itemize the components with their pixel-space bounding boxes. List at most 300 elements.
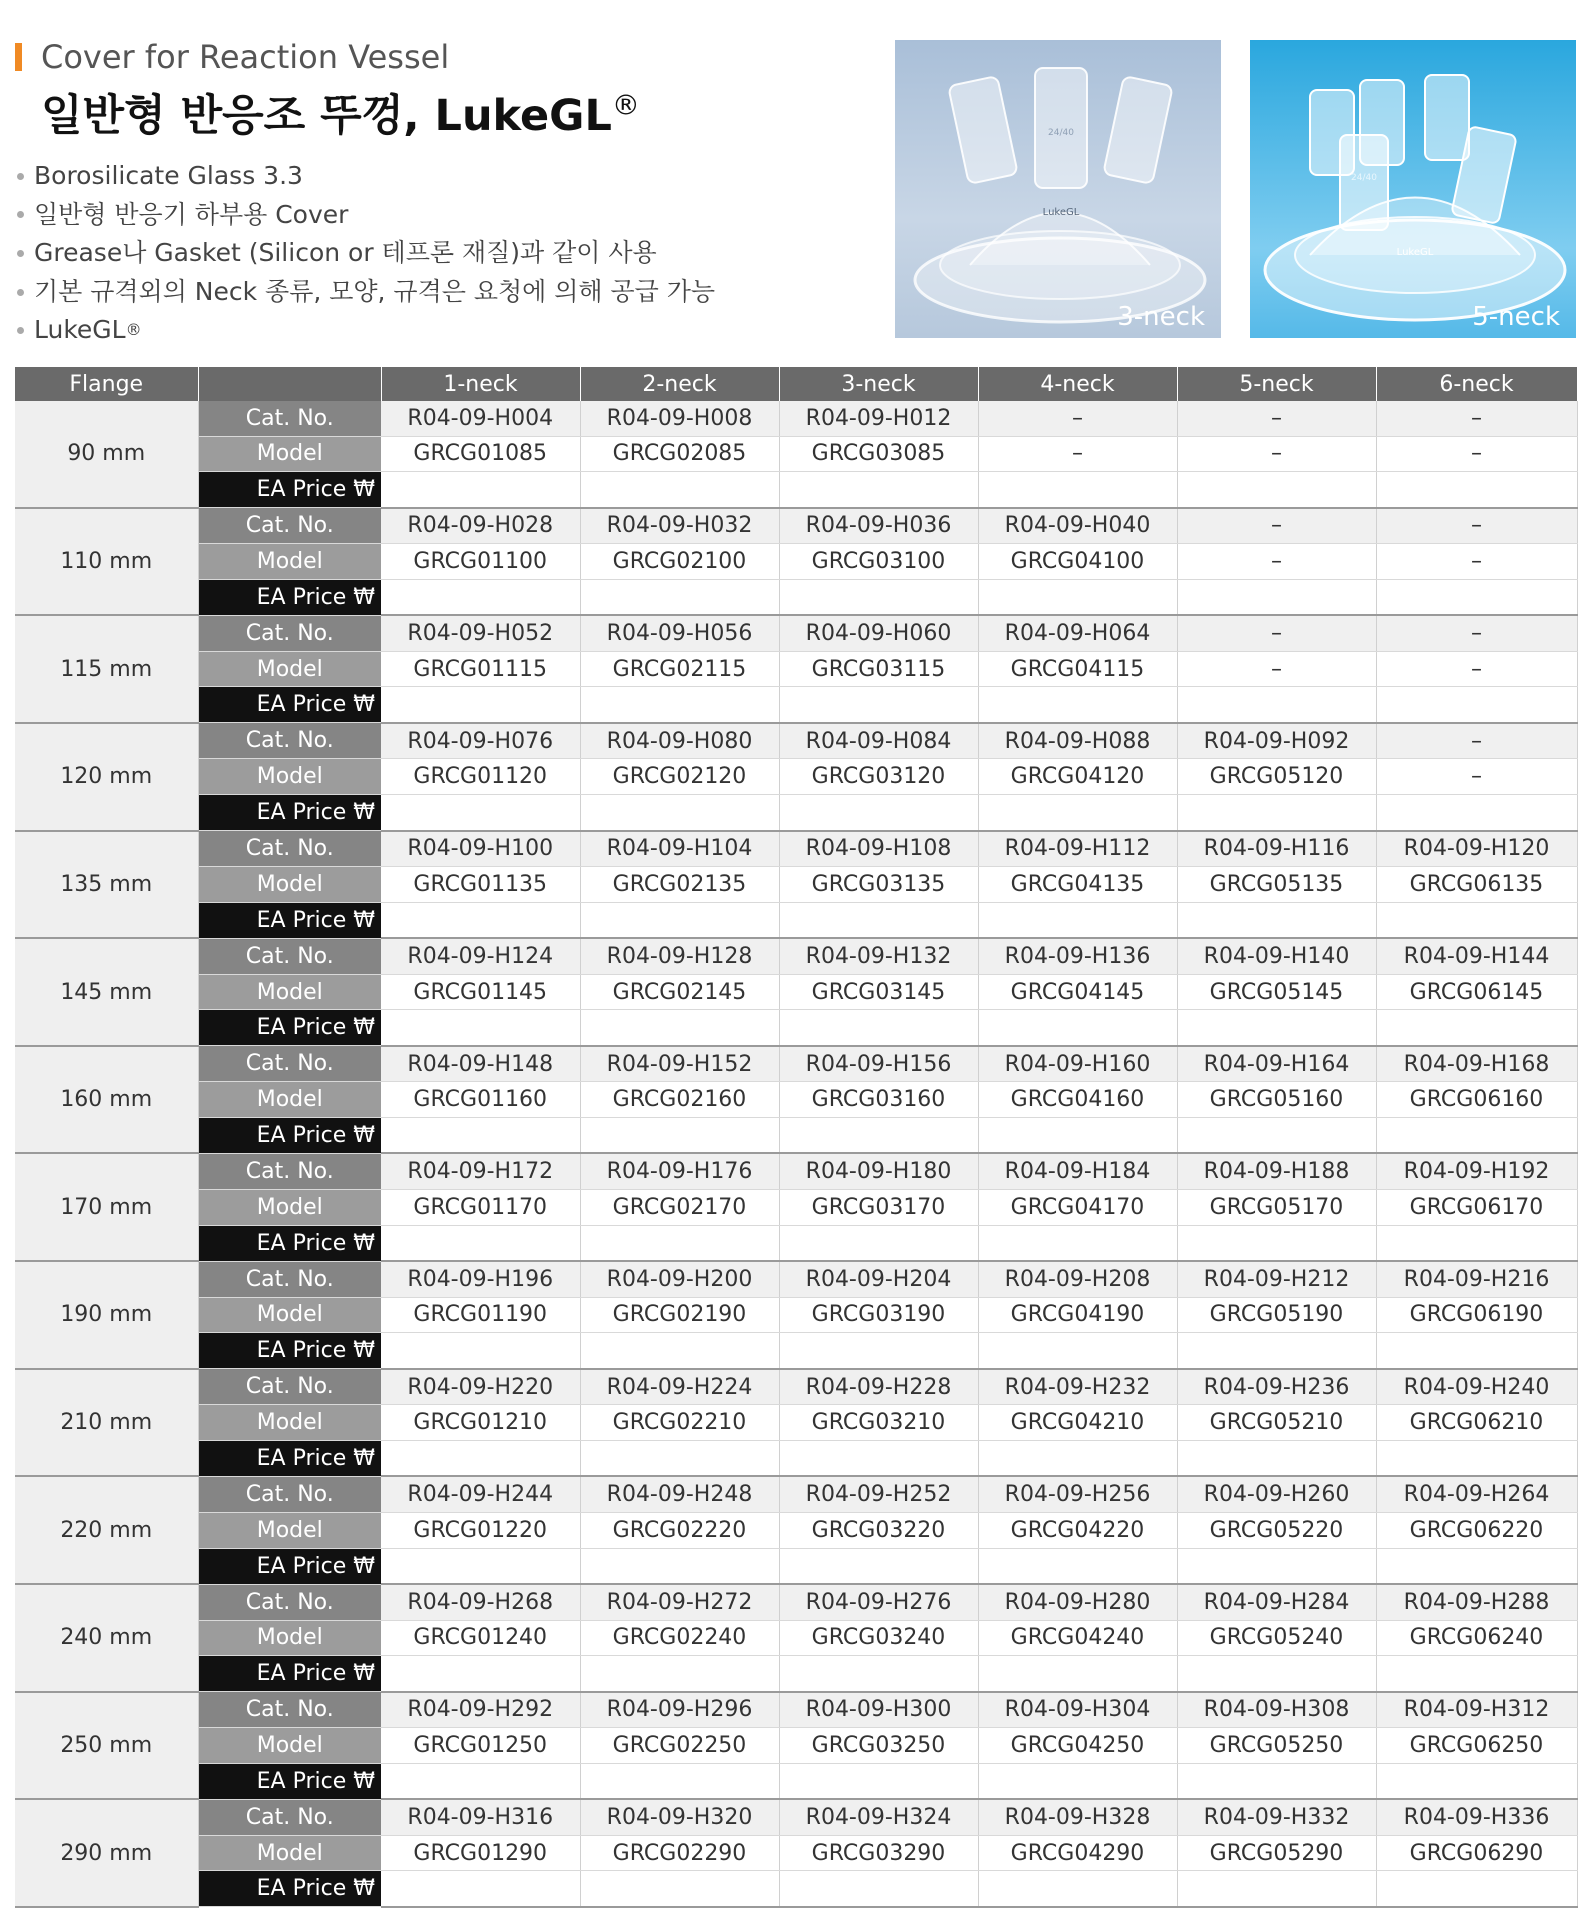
cat-no-cell: R04-09-H276: [779, 1584, 978, 1620]
price-label: EA Price ₩: [198, 1440, 381, 1476]
price-cell: [580, 1440, 779, 1476]
model-cell: GRCG03145: [779, 974, 978, 1010]
model-cell: GRCG03210: [779, 1405, 978, 1441]
price-cell: [580, 1225, 779, 1261]
cat-no-cell: R04-09-H268: [381, 1584, 580, 1620]
model-cell: GRCG03290: [779, 1835, 978, 1871]
model-label: Model: [198, 974, 381, 1010]
cat-no-cell: R04-09-H032: [580, 508, 779, 544]
price-cell: [381, 902, 580, 938]
table-row: [15, 1010, 1577, 1046]
table-row: [15, 1261, 1577, 1297]
cat-no-cell: R04-09-H308: [1177, 1692, 1376, 1728]
price-cell: [978, 687, 1177, 723]
price-cell: [381, 1117, 580, 1153]
cat-no-cell: R04-09-H212: [1177, 1261, 1376, 1297]
model-cell: GRCG03120: [779, 759, 978, 795]
cat-no-cell: R04-09-H092: [1177, 723, 1376, 759]
model-cell: GRCG03100: [779, 544, 978, 580]
price-cell: [381, 1763, 580, 1799]
flange-size-cell: 190 mm: [15, 1261, 198, 1369]
model-cell: GRCG06170: [1376, 1190, 1577, 1226]
cat-no-cell: R04-09-H140: [1177, 938, 1376, 974]
price-cell: [1177, 687, 1376, 723]
table-row: [15, 1440, 1577, 1476]
model-cell: GRCG03115: [779, 651, 978, 687]
cat-no-cell: R04-09-H156: [779, 1046, 978, 1082]
flange-size-cell: 250 mm: [15, 1692, 198, 1800]
cat-no-cell: R04-09-H124: [381, 938, 580, 974]
model-label: Model: [198, 867, 381, 903]
price-cell: [779, 1225, 978, 1261]
cat-no-cell: R04-09-H248: [580, 1476, 779, 1512]
model-cell: GRCG02190: [580, 1297, 779, 1333]
cat-no-cell: R04-09-H224: [580, 1369, 779, 1405]
cat-no-cell: R04-09-H168: [1376, 1046, 1577, 1082]
price-cell: [1177, 902, 1376, 938]
flange-size-cell: 290 mm: [15, 1799, 198, 1907]
cat-no-label: Cat. No.: [198, 508, 381, 544]
price-cell: [381, 1333, 580, 1369]
model-cell: GRCG04145: [978, 974, 1177, 1010]
cat-no-label: Cat. No.: [198, 1261, 381, 1297]
price-cell: [1376, 1440, 1577, 1476]
model-cell: –: [1376, 436, 1577, 472]
model-label: Model: [198, 651, 381, 687]
table-row: [15, 1692, 1577, 1728]
cat-no-cell: R04-09-H052: [381, 615, 580, 651]
cat-no-cell: R04-09-H132: [779, 938, 978, 974]
page-title-text: 일반형 반응조 뚜껑, LukeGL: [41, 91, 612, 141]
flange-size-cell: 240 mm: [15, 1584, 198, 1692]
model-label: Model: [198, 759, 381, 795]
table-row: [15, 1512, 1577, 1548]
price-cell: [1177, 1871, 1376, 1907]
table-row: [15, 544, 1577, 580]
cat-no-cell: R04-09-H004: [381, 401, 580, 436]
cat-no-cell: R04-09-H240: [1376, 1369, 1577, 1405]
price-cell: [978, 795, 1177, 831]
cat-no-cell: R04-09-H128: [580, 938, 779, 974]
cat-no-label: Cat. No.: [198, 1369, 381, 1405]
model-cell: GRCG06250: [1376, 1728, 1577, 1764]
model-cell: GRCG06190: [1376, 1297, 1577, 1333]
photo-label: 5-neck: [1472, 302, 1560, 332]
model-label: Model: [198, 1082, 381, 1118]
model-cell: –: [1177, 651, 1376, 687]
cat-no-label: Cat. No.: [198, 1046, 381, 1082]
model-cell: GRCG04220: [978, 1512, 1177, 1548]
price-cell: [978, 1333, 1177, 1369]
cat-no-cell: R04-09-H188: [1177, 1153, 1376, 1189]
price-cell: [580, 1763, 779, 1799]
price-cell: [381, 1871, 580, 1907]
photo-label: 3-neck: [1117, 302, 1205, 332]
cat-no-cell: R04-09-H296: [580, 1692, 779, 1728]
model-cell: GRCG01145: [381, 974, 580, 1010]
table-row: [15, 1225, 1577, 1261]
model-label: Model: [198, 1512, 381, 1548]
table-row: [15, 401, 1577, 436]
price-cell: [779, 1548, 978, 1584]
flange-size-cell: 170 mm: [15, 1153, 198, 1261]
table-row: [15, 1728, 1577, 1764]
page-title: [41, 82, 875, 143]
feature-item: [15, 157, 875, 196]
model-label: Model: [198, 1190, 381, 1226]
cat-no-cell: R04-09-H184: [978, 1153, 1177, 1189]
price-cell: [1376, 472, 1577, 508]
table-row: [15, 902, 1577, 938]
header-label: [198, 367, 381, 401]
table-row: [15, 1333, 1577, 1369]
table-row: [15, 974, 1577, 1010]
price-cell: [580, 1333, 779, 1369]
cat-no-cell: R04-09-H076: [381, 723, 580, 759]
price-cell: [1376, 795, 1577, 831]
model-cell: GRCG02100: [580, 544, 779, 580]
table-row: [15, 1153, 1577, 1189]
cat-no-cell: R04-09-H120: [1376, 831, 1577, 867]
price-cell: [978, 1871, 1177, 1907]
header-flange: Flange: [15, 367, 198, 401]
model-cell: GRCG06290: [1376, 1835, 1577, 1871]
model-label: Model: [198, 1728, 381, 1764]
table-row: [15, 1548, 1577, 1584]
model-cell: GRCG02250: [580, 1728, 779, 1764]
price-cell: [580, 1656, 779, 1692]
cat-no-cell: R04-09-H012: [779, 401, 978, 436]
price-cell: [1177, 472, 1376, 508]
model-cell: GRCG03190: [779, 1297, 978, 1333]
model-cell: GRCG01190: [381, 1297, 580, 1333]
price-cell: [978, 1763, 1177, 1799]
price-label: EA Price ₩: [198, 1548, 381, 1584]
price-cell: [1177, 1763, 1376, 1799]
cat-no-cell: R04-09-H292: [381, 1692, 580, 1728]
model-cell: GRCG01210: [381, 1405, 580, 1441]
table-row: [15, 1584, 1577, 1620]
price-cell: [978, 1656, 1177, 1692]
cat-no-cell: R04-09-H256: [978, 1476, 1177, 1512]
brand-mark: LukeGL: [1042, 207, 1080, 218]
cat-no-cell: R04-09-H232: [978, 1369, 1177, 1405]
price-cell: [1376, 1763, 1577, 1799]
cat-no-cell: –: [1376, 723, 1577, 759]
cat-no-label: Cat. No.: [198, 615, 381, 651]
cat-no-cell: –: [1376, 615, 1577, 651]
model-cell: GRCG04100: [978, 544, 1177, 580]
cat-no-cell: R04-09-H204: [779, 1261, 978, 1297]
cat-no-cell: R04-09-H200: [580, 1261, 779, 1297]
price-cell: [978, 902, 1177, 938]
cat-no-cell: R04-09-H324: [779, 1799, 978, 1835]
cat-no-cell: R04-09-H036: [779, 508, 978, 544]
cat-no-cell: R04-09-H244: [381, 1476, 580, 1512]
price-cell: [580, 902, 779, 938]
bullet-dot-icon: [17, 327, 24, 334]
model-cell: GRCG02115: [580, 651, 779, 687]
model-cell: GRCG06210: [1376, 1405, 1577, 1441]
feature-text: 기본 규격외의 Neck 종류, 모양, 규격은 요청에 의해 공급 가능: [34, 276, 716, 306]
model-cell: GRCG01160: [381, 1082, 580, 1118]
price-cell: [978, 1010, 1177, 1046]
table-row: [15, 579, 1577, 615]
flange-size-cell: 115 mm: [15, 615, 198, 723]
model-cell: GRCG03170: [779, 1190, 978, 1226]
price-label: EA Price ₩: [198, 1010, 381, 1046]
model-cell: GRCG02160: [580, 1082, 779, 1118]
header-1-neck: 1-neck: [381, 367, 580, 401]
table-row: [15, 687, 1577, 723]
cat-no-cell: R04-09-H208: [978, 1261, 1177, 1297]
table-row: [15, 1190, 1577, 1226]
model-cell: GRCG04190: [978, 1297, 1177, 1333]
table-row: [15, 1620, 1577, 1656]
glass-cover-3-neck-illustration: [895, 40, 1221, 338]
feature-text: 일반형 반응기 하부용 Cover: [34, 199, 349, 229]
table-row: [15, 938, 1577, 974]
model-cell: GRCG03250: [779, 1728, 978, 1764]
header-5-neck: 5-neck: [1177, 367, 1376, 401]
model-cell: GRCG05240: [1177, 1620, 1376, 1656]
cat-no-cell: R04-09-H028: [381, 508, 580, 544]
cat-no-cell: R04-09-H116: [1177, 831, 1376, 867]
model-cell: GRCG01240: [381, 1620, 580, 1656]
price-cell: [1177, 1656, 1376, 1692]
price-label: EA Price ₩: [198, 1871, 381, 1907]
model-cell: GRCG02085: [580, 436, 779, 472]
cat-no-cell: R04-09-H164: [1177, 1046, 1376, 1082]
bullet-dot-icon: [17, 211, 24, 218]
price-cell: [1376, 1225, 1577, 1261]
model-cell: GRCG06240: [1376, 1620, 1577, 1656]
feature-item: [15, 234, 875, 273]
cat-no-cell: R04-09-H328: [978, 1799, 1177, 1835]
price-label: EA Price ₩: [198, 1225, 381, 1261]
price-cell: [779, 1763, 978, 1799]
feature-list: [15, 157, 875, 350]
model-cell: GRCG05145: [1177, 974, 1376, 1010]
price-cell: [1376, 1548, 1577, 1584]
bullet-dot-icon: [17, 173, 24, 180]
price-label: EA Price ₩: [198, 579, 381, 615]
price-label: EA Price ₩: [198, 687, 381, 723]
joint-size-mark: 24/40: [1048, 128, 1074, 138]
cat-no-label: Cat. No.: [198, 1692, 381, 1728]
cat-no-cell: R04-09-H220: [381, 1369, 580, 1405]
cat-no-cell: R04-09-H316: [381, 1799, 580, 1835]
model-cell: GRCG01120: [381, 759, 580, 795]
model-cell: –: [1177, 436, 1376, 472]
registered-mark: ®: [125, 320, 142, 340]
cat-no-cell: –: [978, 401, 1177, 436]
product-photo-5-neck: [1250, 40, 1576, 338]
model-cell: GRCG05120: [1177, 759, 1376, 795]
table-row: [15, 723, 1577, 759]
cat-no-cell: –: [1177, 615, 1376, 651]
cat-no-cell: R04-09-H060: [779, 615, 978, 651]
table-row: [15, 1656, 1577, 1692]
table-header-row: [15, 367, 1577, 401]
cat-no-cell: R04-09-H084: [779, 723, 978, 759]
model-cell: GRCG04250: [978, 1728, 1177, 1764]
cat-no-cell: R04-09-H336: [1376, 1799, 1577, 1835]
price-cell: [381, 579, 580, 615]
model-cell: GRCG05170: [1177, 1190, 1376, 1226]
price-cell: [978, 1225, 1177, 1261]
price-cell: [381, 1225, 580, 1261]
price-cell: [1177, 1548, 1376, 1584]
feature-text: Borosilicate Glass 3.3: [34, 161, 303, 190]
model-cell: GRCG01115: [381, 651, 580, 687]
model-cell: GRCG05290: [1177, 1835, 1376, 1871]
model-label: Model: [198, 436, 381, 472]
price-cell: [1376, 687, 1577, 723]
cat-no-cell: R04-09-H284: [1177, 1584, 1376, 1620]
price-cell: [580, 1548, 779, 1584]
flange-size-cell: 110 mm: [15, 508, 198, 616]
model-cell: GRCG04120: [978, 759, 1177, 795]
price-cell: [381, 1548, 580, 1584]
model-cell: GRCG01100: [381, 544, 580, 580]
table-row: [15, 759, 1577, 795]
joint-size-mark: 24/40: [1351, 173, 1377, 183]
model-cell: GRCG04170: [978, 1190, 1177, 1226]
model-cell: GRCG01135: [381, 867, 580, 903]
model-cell: GRCG03135: [779, 867, 978, 903]
model-cell: GRCG02220: [580, 1512, 779, 1548]
price-cell: [381, 1010, 580, 1046]
price-cell: [779, 1871, 978, 1907]
table-row: [15, 1405, 1577, 1441]
cat-no-cell: –: [1177, 508, 1376, 544]
table-row: [15, 1369, 1577, 1405]
model-cell: GRCG05220: [1177, 1512, 1376, 1548]
header-3-neck: 3-neck: [779, 367, 978, 401]
cat-no-label: Cat. No.: [198, 1476, 381, 1512]
model-cell: GRCG02240: [580, 1620, 779, 1656]
price-cell: [580, 1117, 779, 1153]
cat-no-cell: R04-09-H104: [580, 831, 779, 867]
cat-no-cell: R04-09-H080: [580, 723, 779, 759]
feature-item: [15, 311, 875, 350]
price-label: EA Price ₩: [198, 1117, 381, 1153]
flange-size-cell: 160 mm: [15, 1046, 198, 1154]
price-cell: [978, 1440, 1177, 1476]
price-cell: [779, 795, 978, 831]
price-cell: [1376, 1656, 1577, 1692]
table-row: [15, 615, 1577, 651]
cat-no-cell: R04-09-H196: [381, 1261, 580, 1297]
model-cell: GRCG02210: [580, 1405, 779, 1441]
price-cell: [381, 472, 580, 508]
cat-no-cell: R04-09-H216: [1376, 1261, 1577, 1297]
price-cell: [1177, 795, 1376, 831]
cat-no-label: Cat. No.: [198, 1584, 381, 1620]
cat-no-cell: R04-09-H148: [381, 1046, 580, 1082]
price-cell: [580, 472, 779, 508]
cat-no-cell: R04-09-H264: [1376, 1476, 1577, 1512]
model-cell: GRCG04115: [978, 651, 1177, 687]
cat-no-cell: R04-09-H260: [1177, 1476, 1376, 1512]
header-6-neck: 6-neck: [1376, 367, 1577, 401]
model-cell: GRCG03240: [779, 1620, 978, 1656]
table-row: [15, 508, 1577, 544]
flange-size-cell: 145 mm: [15, 938, 198, 1046]
cat-no-cell: –: [1376, 401, 1577, 436]
price-cell: [978, 472, 1177, 508]
cat-no-cell: R04-09-H252: [779, 1476, 978, 1512]
price-cell: [580, 1010, 779, 1046]
cat-no-label: Cat. No.: [198, 401, 381, 436]
cat-no-cell: R04-09-H300: [779, 1692, 978, 1728]
price-cell: [580, 687, 779, 723]
model-cell: GRCG03220: [779, 1512, 978, 1548]
cat-no-cell: R04-09-H160: [978, 1046, 1177, 1082]
table-row: [15, 1046, 1577, 1082]
cat-no-cell: R04-09-H320: [580, 1799, 779, 1835]
feature-item: [15, 273, 875, 312]
table-row: [15, 795, 1577, 831]
feature-text: LukeGL: [34, 315, 126, 345]
cat-no-cell: R04-09-H236: [1177, 1369, 1376, 1405]
model-cell: GRCG01170: [381, 1190, 580, 1226]
page-subtitle: Cover for Reaction Vessel: [41, 38, 450, 76]
cat-no-cell: R04-09-H100: [381, 831, 580, 867]
price-cell: [1376, 1117, 1577, 1153]
price-cell: [1376, 1010, 1577, 1046]
model-cell: GRCG04210: [978, 1405, 1177, 1441]
price-cell: [779, 687, 978, 723]
price-cell: [1177, 1225, 1376, 1261]
cat-no-cell: R04-09-H136: [978, 938, 1177, 974]
model-label: Model: [198, 1620, 381, 1656]
price-label: EA Price ₩: [198, 795, 381, 831]
model-cell: GRCG01250: [381, 1728, 580, 1764]
price-cell: [1177, 1117, 1376, 1153]
cat-no-cell: R04-09-H064: [978, 615, 1177, 651]
cat-no-cell: R04-09-H144: [1376, 938, 1577, 974]
price-cell: [1376, 579, 1577, 615]
price-cell: [1177, 1440, 1376, 1476]
table-row: [15, 831, 1577, 867]
cat-no-cell: R04-09-H040: [978, 508, 1177, 544]
model-cell: GRCG04290: [978, 1835, 1177, 1871]
model-cell: –: [1376, 544, 1577, 580]
glass-cover-5-neck-illustration: [1250, 40, 1576, 338]
cat-no-cell: R04-09-H288: [1376, 1584, 1577, 1620]
cat-no-cell: R04-09-H280: [978, 1584, 1177, 1620]
price-cell: [580, 1871, 779, 1907]
model-cell: GRCG05135: [1177, 867, 1376, 903]
cat-no-cell: R04-09-H192: [1376, 1153, 1577, 1189]
model-cell: GRCG02120: [580, 759, 779, 795]
cat-no-cell: R04-09-H088: [978, 723, 1177, 759]
table-row: [15, 1117, 1577, 1153]
page-header: [15, 38, 875, 350]
cat-no-label: Cat. No.: [198, 1799, 381, 1835]
flange-size-cell: 135 mm: [15, 831, 198, 939]
cat-no-cell: –: [1376, 508, 1577, 544]
table-row: [15, 1835, 1577, 1871]
feature-item: [15, 196, 875, 235]
cat-no-cell: R04-09-H304: [978, 1692, 1177, 1728]
cat-no-cell: R04-09-H180: [779, 1153, 978, 1189]
price-cell: [580, 795, 779, 831]
price-cell: [1376, 1871, 1577, 1907]
price-cell: [779, 902, 978, 938]
